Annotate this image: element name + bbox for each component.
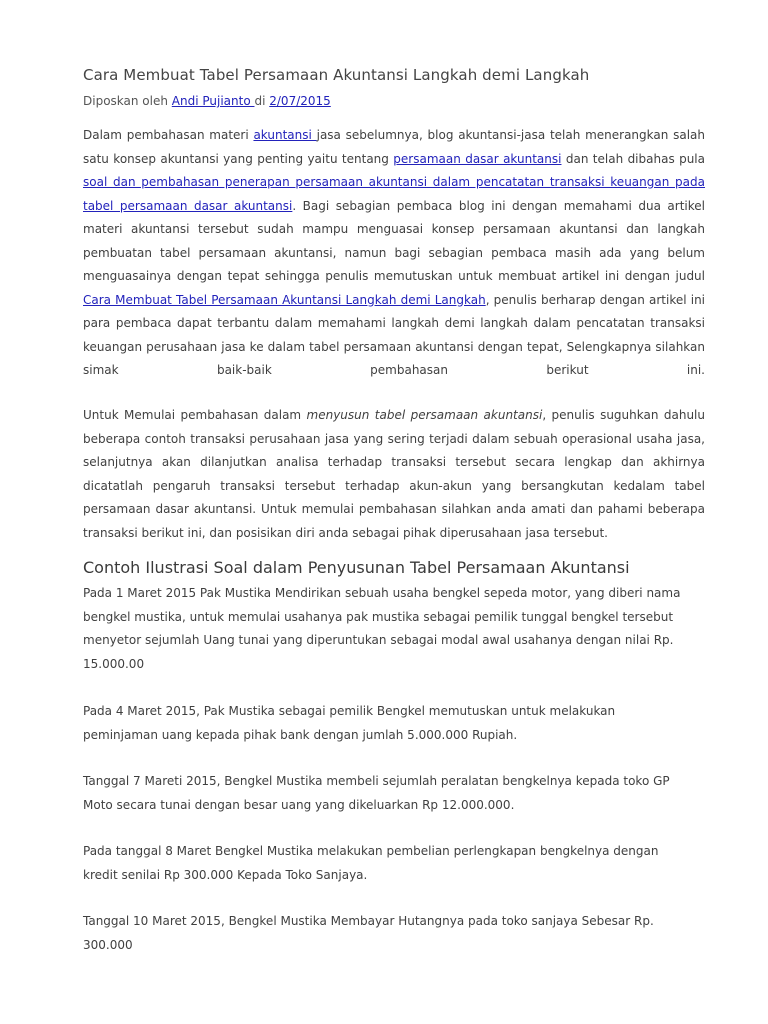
intro-text-3: dan telah dibahas pula	[561, 151, 705, 166]
byline-mid: di	[254, 94, 270, 108]
author-link[interactable]: Andi Pujianto	[171, 94, 255, 108]
byline-prefix: Diposkan oleh	[83, 94, 172, 108]
second-text-2: , penulis suguhkan dahulu beberapa contoh transaksi perusahaan jasa yang sering terjadi dalam sebuah operasional usaha jasa, selanjutnya akan dilanjutkan analisa terhadap transaksi tersebut secara lengkap dan akhirnya dicatatlah pengaruh transaksi tersebut terhadap akun-akun yang bersangkutan kedalam tabel persamaan dasar akuntansi. Untuk memulai pembahasan silahkan anda amati dan pahami beberapa transaksi berikut ini, dan posisikan diri anda sebagai pihak diperusahaan jasa tersebut.	[83, 408, 705, 540]
emphasis-text: menyusun tabel persamaan akuntansi	[306, 408, 543, 422]
article-title-link[interactable]: Cara Membuat Tabel Persamaan Akuntansi Langkah demi Langkah	[83, 292, 486, 307]
section-heading: Contoh Ilustrasi Soal dalam Penyusunan Tabel Persamaan Akuntansi	[83, 558, 630, 577]
post-title: Cara Membuat Tabel Persamaan Akuntansi Langkah demi Langkah	[83, 66, 590, 84]
transaction-1: Pada 1 Maret 2015 Pak Mustika Mendirikan sebuah usaha bengkel sepeda motor, yang diberi nama bengkel mustika, untuk memulai usahanya pak mustika sebagai pemilik tunggal bengkel tersebut menyetor sejumlah Uang tunai yang diperuntukan sebagai modal awal usahanya dengan nilai Rp. 15.000.00	[83, 586, 681, 671]
intro-text-2: jasa sebelumnya, blog akuntansi-jasa telah menerangkan salah satu konsep akuntansi yang penting yaitu tentang	[83, 128, 705, 166]
intro-text-1: Dalam pembahasan materi	[83, 128, 254, 142]
transaction-3: Tanggal 7 Mareti 2015, Bengkel Mustika membeli sejumlah peralatan bengkelnya kepada toko GP Moto secara tunai dengan besar uang yang dikeluarkan Rp 12.000.000.	[83, 774, 670, 812]
soal-pembahasan-link[interactable]: soal dan pembahasan penerapan persamaan akuntansi dalam pencatatan transaksi keuangan pada tabel persamaan dasar akuntansi	[83, 175, 705, 213]
transaction-4: Pada tanggal 8 Maret Bengkel Mustika melakukan pembelian perlengkapan bengkelnya dengan kredit senilai Rp 300.000 Kepada Toko Sanjaya.	[83, 844, 659, 882]
date-link[interactable]: 2/07/2015	[269, 94, 331, 108]
persamaan-dasar-link[interactable]: persamaan dasar akuntansi	[393, 151, 562, 166]
akuntansi-link[interactable]: akuntansi	[253, 128, 317, 142]
intro-text-5: , penulis berharap dengan artikel ini para pembaca dapat terbantu dalam memahami langkah demi langkah dalam pencatatan transaksi keuangan perusahaan jasa ke dalam tabel persamaan akuntansi dengan tepat, Selengkapnya silahkan simak baik-baik pembahasan berikut ini.	[83, 292, 706, 377]
post-byline	[83, 94, 331, 108]
transaction-2: Pada 4 Maret 2015, Pak Mustika sebagai pemilik Bengkel memutuskan untuk melakukan peminjaman uang kepada pihak bank dengan jumlah 5.000.000 Rupiah.	[83, 704, 616, 742]
second-text-1: Untuk Memulai pembahasan dalam	[83, 408, 307, 422]
intro-text-4: . Bagi sebagian pembaca blog ini dengan memahami dua artikel materi akuntansi tersebut sudah mampu menguasai konsep persamaan akuntansi dan langkah pembuatan tabel persamaan akuntansi, namun bagi sebagian pembaca masih ada yang belum menguasainya dengan tepat sehingga penulis memutuskan untuk membuat artikel ini dengan judul	[83, 198, 705, 283]
second-paragraph	[83, 404, 705, 545]
transaction-5: Tanggal 10 Maret 2015, Bengkel Mustika Membayar Hutangnya pada toko sanjaya Sebesar Rp. 300.000	[83, 914, 654, 952]
intro-paragraph	[83, 124, 705, 406]
